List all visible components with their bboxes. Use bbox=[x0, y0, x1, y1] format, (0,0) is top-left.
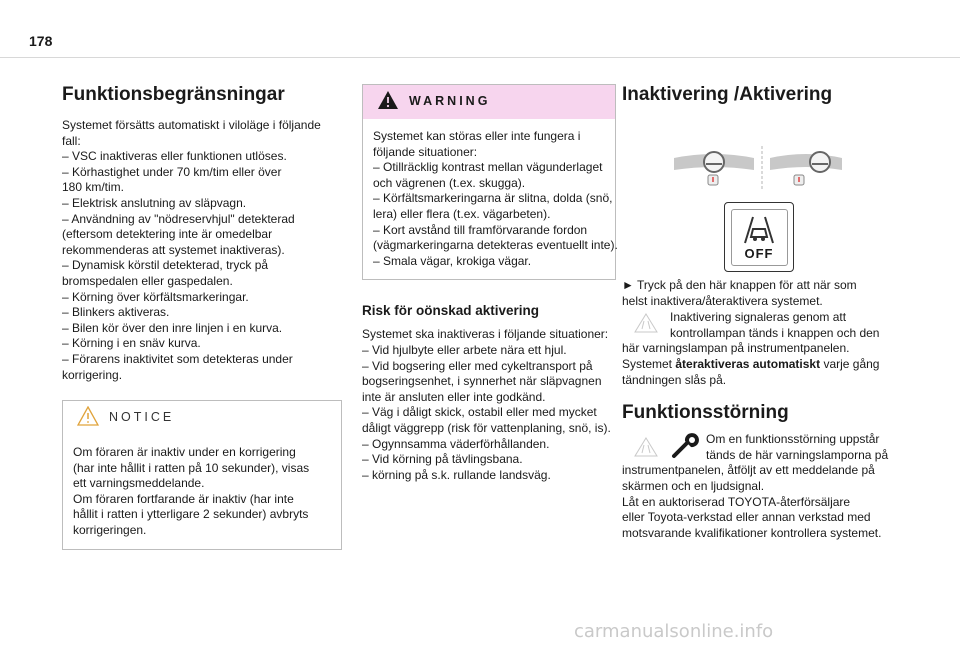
fault-line: motsvarande kvalifikationer kontrollera systemet. bbox=[622, 525, 882, 540]
column-deactivation bbox=[622, 84, 892, 541]
warning-title: WARNING bbox=[409, 94, 491, 109]
section-title-risk: Risk för oönskad aktivering bbox=[362, 303, 540, 319]
notice-triangle-icon bbox=[77, 406, 99, 431]
dashboard-right-icon bbox=[768, 148, 844, 190]
warning-header bbox=[363, 85, 615, 119]
list-item: – Elektrisk anslutning av släpvagn. bbox=[62, 195, 247, 210]
section-title-deactivation: Inaktivering /Aktivering bbox=[622, 84, 833, 105]
warning-body bbox=[363, 119, 618, 279]
risk-line: inte är ansluten eller inte godkänd. bbox=[362, 389, 546, 404]
indicator-text bbox=[670, 310, 892, 341]
list-item: – Dynamisk körstil detekterad, tryck på bbox=[62, 258, 269, 273]
risk-line: – körning på s.k. rullande landsväg. bbox=[362, 467, 551, 482]
indicator-line: kontrollampan tänds i knappen och den bbox=[670, 325, 880, 340]
lane-fault-lamp-icon bbox=[634, 436, 658, 458]
warning-line: Systemet kan störas eller inte fungera i bbox=[373, 129, 581, 143]
notice-line: hållit i ratten i ytterligare 2 sekunder) avbryts bbox=[73, 507, 309, 522]
press-instructions bbox=[622, 278, 892, 309]
press-line: ► Tryck på den här knappen för att när som bbox=[622, 278, 857, 292]
fault-icon-text bbox=[706, 432, 892, 463]
column-limitations bbox=[62, 84, 342, 550]
warning-line: lera) eller flera (t.ex. vägarbeten). bbox=[373, 206, 551, 221]
notice-box bbox=[62, 400, 342, 550]
risk-line: bogseringsenhet, i synnerhet när släpvagnen bbox=[362, 374, 602, 389]
risk-line: Systemet ska inaktiveras i följande situationer: bbox=[362, 327, 609, 342]
fault-icon-line: Om en funktionsstörning uppstår bbox=[706, 432, 880, 447]
indicator-block bbox=[622, 310, 892, 341]
auto-reactivation-tail: tändningen slås på. bbox=[622, 372, 727, 387]
warning-line: – Otillräcklig kontrast mellan vägunderlaget bbox=[373, 160, 603, 175]
auto-prefix: Systemet bbox=[622, 356, 676, 371]
dashboard-left-icon bbox=[670, 148, 758, 190]
warning-line: – Kort avstånd till framförvarande fordon bbox=[373, 222, 588, 237]
limitations-list bbox=[62, 149, 342, 383]
notice-body bbox=[63, 435, 341, 549]
list-item: (eftersom detektering inte är omedelbar bbox=[62, 227, 273, 242]
wrench-icon bbox=[670, 432, 700, 460]
header-divider bbox=[0, 57, 960, 58]
section-title-fault: Funktionsstörning bbox=[622, 402, 789, 424]
warning-line: – Smala vägar, krokiga vägar. bbox=[373, 253, 532, 268]
notice-header bbox=[63, 401, 341, 435]
page-number: 178 bbox=[29, 33, 53, 49]
fault-line: instrumentpanelen, åtföljt av ett meddelande på bbox=[622, 463, 875, 478]
risk-line: dåligt väggrepp (risk för vattenplaning, snö, is). bbox=[362, 420, 611, 435]
warning-line: – Körfältsmarkeringarna är slitna, dolda (snö, bbox=[373, 191, 613, 206]
lane-assist-off-button[interactable] bbox=[724, 202, 794, 272]
auto-bold: återaktiveras automatiskt bbox=[675, 356, 821, 371]
list-item: – Bilen kör över den inre linjen i en kurva. bbox=[62, 320, 283, 335]
list-item: bromspedalen eller gaspedalen. bbox=[62, 273, 233, 288]
press-line: helst inaktivera/återaktivera systemet. bbox=[622, 293, 823, 308]
warning-triangle-icon bbox=[377, 90, 399, 115]
list-item: – VSC inaktiveras eller funktionen utlöses. bbox=[62, 149, 287, 164]
notice-line: (har inte hållit i ratten på 10 sekunder), visas bbox=[73, 460, 310, 475]
intro-line: fall: bbox=[62, 133, 81, 148]
watermark: carmanualsonline.info bbox=[574, 621, 774, 642]
fault-line: eller Toyota-verkstad eller annan verkstad med bbox=[622, 510, 871, 525]
warning-box bbox=[362, 84, 616, 280]
fault-line: Låt en auktoriserad TOYOTA-återförsäljare bbox=[622, 494, 851, 509]
risk-line: – Vid bogsering eller med cykeltransport på bbox=[362, 358, 593, 373]
notice-line: korrigeringen. bbox=[73, 523, 147, 538]
notice-line: ett varningsmeddelande. bbox=[73, 476, 205, 491]
notice-line: Om föraren är inaktiv under en korrigering bbox=[73, 445, 296, 460]
list-item: – Körning över körfältsmarkeringar. bbox=[62, 289, 249, 304]
fault-icon-line: tänds de här varningslamporna på bbox=[706, 447, 889, 462]
list-item: – Körning i en snäv kurva. bbox=[62, 336, 201, 351]
list-item: – Användning av "nödreservhjul" detekterad bbox=[62, 211, 295, 226]
intro-line: Systemet försätts automatiskt i viloläge i följande bbox=[62, 118, 321, 132]
warning-line: och vägrenen (t.ex. skugga). bbox=[373, 175, 526, 190]
fault-text bbox=[622, 463, 892, 541]
warning-line: (vägmarkeringarna detekteras eventuellt inte). bbox=[373, 238, 618, 253]
list-item: 180 km/tim. bbox=[62, 180, 125, 195]
lane-car-icon bbox=[739, 215, 779, 245]
limitations-intro bbox=[62, 118, 342, 149]
off-label: OFF bbox=[744, 246, 774, 261]
auto-suffix: varje gång bbox=[820, 356, 880, 371]
section-title-limitations: Funktionsbegränsningar bbox=[62, 84, 285, 105]
lane-warning-lamp-icon bbox=[634, 312, 658, 334]
risk-line: – Vid körning på tävlingsbana. bbox=[362, 452, 523, 467]
list-item: – Förarens inaktivitet som detekteras under bbox=[62, 351, 293, 366]
warning-line: följande situationer: bbox=[373, 144, 478, 159]
risk-line: – Ogynnsamma väderförhållanden. bbox=[362, 436, 550, 451]
list-item: – Blinkers aktiveras. bbox=[62, 305, 170, 320]
list-item: korrigering. bbox=[62, 367, 123, 382]
illustrations bbox=[622, 118, 892, 278]
indicator-line: Inaktivering signaleras genom att bbox=[670, 310, 847, 325]
fault-icon-block bbox=[622, 432, 892, 463]
notice-title: NOTICE bbox=[109, 410, 175, 425]
column-warning bbox=[362, 84, 616, 483]
risk-list bbox=[362, 327, 616, 483]
risk-line: – Vid hjulbyte eller arbete nära ett hjul. bbox=[362, 342, 567, 357]
list-item: rekommenderas att systemet inaktiveras). bbox=[62, 242, 285, 257]
indicator-tail-line: här varningslampan på instrumentpanelen. bbox=[622, 341, 850, 356]
auto-reactivation-line bbox=[622, 357, 892, 373]
list-item: – Körhastighet under 70 km/tim eller över bbox=[62, 164, 282, 179]
indicator-tail bbox=[622, 341, 892, 357]
notice-line: Om föraren fortfarande är inaktiv (har inte bbox=[73, 491, 294, 506]
fault-line: skärmen och en ljudsignal. bbox=[622, 478, 765, 493]
divider-line bbox=[760, 146, 764, 190]
risk-line: – Väg i dåligt skick, ostabil eller med mycket bbox=[362, 405, 597, 420]
